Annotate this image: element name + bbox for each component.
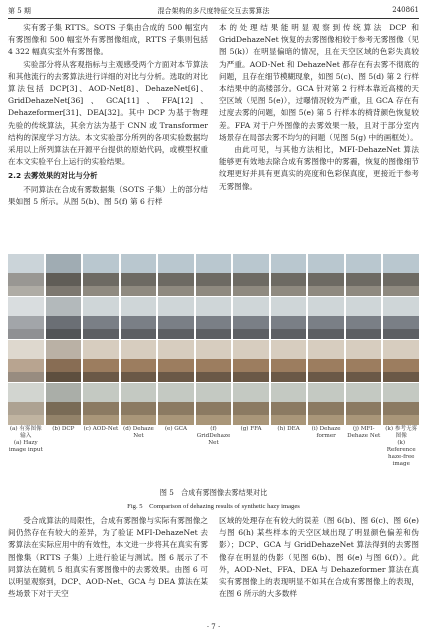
right-column-bottom (219, 515, 419, 600)
result-image (383, 340, 419, 382)
result-image (271, 340, 307, 382)
article-code: 240861 (392, 6, 419, 14)
result-image (233, 383, 269, 425)
issue-label: 第 5 期 (8, 7, 31, 15)
page-number: · 7 · (206, 623, 221, 631)
result-image (158, 254, 194, 296)
result-image (46, 254, 82, 296)
figure-caption: (i) Dehaze former (311, 426, 341, 439)
result-image (121, 383, 157, 425)
paragraph: 实验部分将从客观指标与主观感受两个方面对本节算法和其他流行的去雾算法进行详细的对比与分析。选取的对比算法包括 DCP[3]、AOD-Net[8]、DehazeNet[6]、GridDehazeNet[36]、GCA[11]、FFA[12]、Dehazeformer[31]、DEA[32]。其中 DCP 为基于物理先验的传统算法，其余方法为基于 CNN 或 Transformer 结构的深度学习方法。本文实验部分所列的各项实验数据均采用以上所列算法在开源平台提供的原始代码，或模型权重在本文实验平台上运行的实验结果。 (8, 59, 208, 167)
result-image (83, 383, 119, 425)
figure-caption: (c) AOD-Net (83, 426, 119, 432)
figure-caption: (k) 参考无雾图像 (k) Reference haze-free image (385, 426, 418, 467)
paragraph: 实有雾子集 RTTS。SOTS 子集由合成的 500 幅室内有雾图像和 500 幅室外有雾图像组成，RTTS 子集则包括 4 322 幅真实室外有雾图像。 (8, 23, 208, 57)
figure-5 (8, 254, 419, 467)
result-image (346, 340, 382, 382)
result-image (121, 340, 157, 382)
result-image (46, 383, 82, 425)
right-column-top (219, 22, 419, 193)
image-row (8, 297, 419, 339)
result-image (158, 340, 194, 382)
result-image (196, 340, 232, 382)
result-image (271, 297, 307, 339)
paragraph: 受合成算法的局限性，合成有雾图像与实际有雾图像之间仍然存在有较大的差异，为了验证 MFI-DehazeNet 去雾算法在实际应用中的有效性，本文进一步将其在真实有雾图像集（RTTS 子集）上进行验证与测试。图 6 展示了不同算法在随机 5 组真实有雾图像中的去雾效果。由图 6 可以明显观察到，DCP、AOD-Net、GCA 与 DEA 算法在某些场景下对于天空 (8, 516, 208, 599)
result-image (8, 383, 44, 425)
result-image (383, 383, 419, 425)
figure-caption: (j) MFI-Dehaze Net (347, 426, 381, 439)
result-image (308, 340, 344, 382)
result-image (158, 297, 194, 339)
image-row (8, 340, 419, 382)
figure-captions (8, 426, 419, 468)
result-image (308, 383, 344, 425)
result-image (121, 297, 157, 339)
result-image (346, 383, 382, 425)
result-image (83, 340, 119, 382)
figure-caption: (b) DCP (52, 426, 75, 432)
result-image (271, 383, 307, 425)
result-image (8, 340, 44, 382)
header-rule (8, 18, 419, 19)
figure-caption: (f) GridDehaze Net (196, 426, 231, 446)
left-column-bottom (8, 515, 208, 600)
image-row (8, 254, 419, 296)
result-image (308, 297, 344, 339)
result-image (196, 254, 232, 296)
image-row (8, 383, 419, 425)
result-image (83, 297, 119, 339)
figure-caption: (g) FFA (240, 426, 262, 432)
paragraph: 不同算法在合成有雾数据集（SOTS 子集）上的部分结果如图 5 所示。从图 5(b)、图 5(f) 第 6 行样 (8, 184, 208, 206)
paragraph: 本的处理结果能明显观察到传统算法 DCP 和 GridDehazeNet 恢复的去雾图像相较于参考无雾图像（见图 5(k)）在明显偏暗的情况，且在天空区域的色彩失真较为严重。AOD-Net 和 DehazeNet 都存在有去雾不彻底的问题，且存在细节模糊现象，如图 5(c)、图 5(d) 第 2 行样本结果中的高楼部分。GCA 针对第 2 行样本靠近高楼的天空区域（见图 5(e)），过曝情况较为严重，且 GCA 存在有过度去雾的问题，如图 5(e) 第 5 行样本的椅背颜色恢复较差。FFA 对于户外图像的去雾效果一般，且对于部分室内场景存在局部去雾不均匀的问题（见图 5(g) 中的画框处）。 (219, 23, 419, 142)
figure-caption: (d) Dehaze Net (123, 426, 154, 439)
result-image (46, 340, 82, 382)
paragraph: 区域的处理存在有较大的误差（图 6(b)、图 6(c)、图 6(e) 与图 6(h) 某些样本的天空区域出现了明显颜色偏差和伪影）；DCP、GCA 与 GridDehazeNet 算法得到的去雾图像存在明显的伪影（见图 6(b)、图 6(e) 与图 6(f)）。此外，AOD-Net、FFA、DEA 与 Dehazeformer 算法在真实有雾图像上的表现明显不如其在合成有雾图像上的表现，在图 6 所示的大多数样 (219, 516, 419, 599)
left-column-top (8, 22, 208, 208)
result-image (346, 297, 382, 339)
result-image (383, 297, 419, 339)
result-image (383, 254, 419, 296)
result-image (121, 254, 157, 296)
result-image (83, 254, 119, 296)
figure-caption: (a) 有雾图像输入 (a) Hazy image input (8, 426, 43, 453)
result-image (8, 254, 44, 296)
result-image (271, 254, 307, 296)
figure-caption: (e) GCA (164, 426, 188, 432)
result-image (158, 383, 194, 425)
result-image (8, 297, 44, 339)
figure-title-cn: 图 5 合成有雾图像去雾结果对比 (159, 488, 268, 497)
result-image (46, 297, 82, 339)
running-title: 混合架构的多尺度特征交互去雾算法 (157, 7, 270, 15)
result-image (196, 297, 232, 339)
figure-caption: (h) DEA (277, 426, 300, 432)
result-image (346, 254, 382, 296)
result-image (233, 254, 269, 296)
result-image (308, 254, 344, 296)
result-image (196, 383, 232, 425)
result-image (233, 340, 269, 382)
figure-title-en: Fig. 5 Comparison of dehazing results of synthetic hazy images (127, 503, 300, 510)
result-image (233, 297, 269, 339)
paragraph: 由此可见，与其他方法相比，MFI-DehazeNet 算法能够更有效地去除合成有雾图像中的雾霾，恢复的图像细节纹理更好并具有更真实的亮度和色彩保真度，更接近于参考无雾图像。 (219, 145, 419, 191)
section-heading: 2.2 去雾效果的对比与分析 (8, 171, 98, 181)
